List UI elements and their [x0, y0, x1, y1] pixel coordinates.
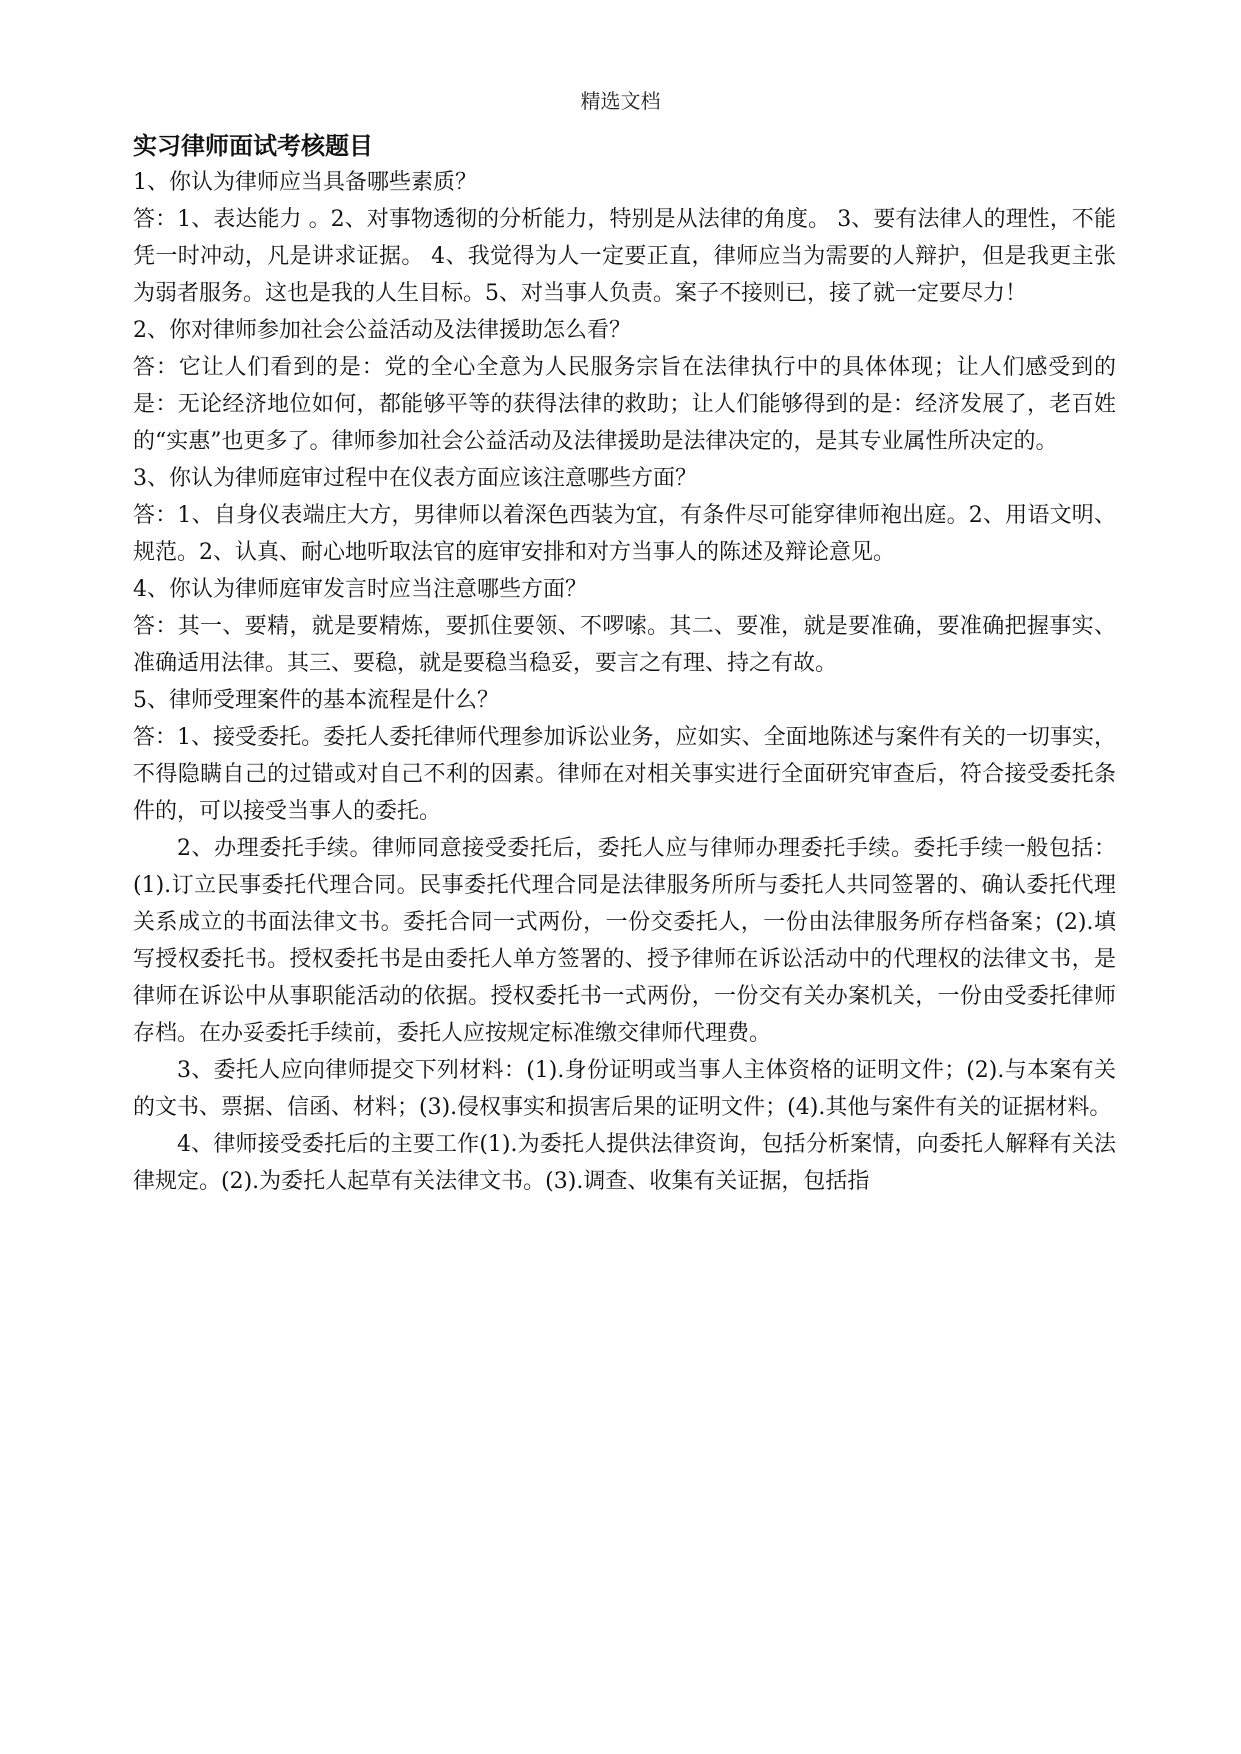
answer-3: 答：1、自身仪表端庄大方，男律师以着深色西装为宜，有条件尽可能穿律师袍出庭。2、用语文明、规范。2、认真、耐心地听取法官的庭审安排和对方当事人的陈述及辩论意见。: [133, 503, 1116, 565]
answer-5-step-1: 答：1、接受委托。委托人委托律师代理参加诉讼业务，应如实、全面地陈述与案件有关的一切事实，不得隐瞒自己的过错或对自己不利的因素。律师在对相关事实进行全面研究审查后，符合接受委托条件的，可以接受当事人的委托。: [133, 725, 1116, 824]
document-body: [133, 128, 1116, 1200]
answer-4: 答：其一、要精，就是要精炼，要抓住要领、不啰嗦。其二、要准，就是要准确，要准确把握事实、准确适用法律。其三、要稳，就是要稳当稳妥，要言之有理、持之有故。: [133, 614, 1116, 676]
answer-1: 答：1、表达能力 。2、对事物透彻的分析能力，特别是从法律的角度。 3、要有法律人的理性，不能凭一时冲动，凡是讲求证据。 4、我觉得为人一定要正直，律师应当为需要的人辩护，但是我更主张为弱者服务。这也是我的人生目标。5、对当事人负责。案子不接则已，接了就一定要尽力！: [133, 207, 1116, 306]
answer-5-step-2: 2、办理委托手续。律师同意接受委托后，委托人应与律师办理委托手续。委托手续一般包括：(1).订立民事委托代理合同。民事委托代理合同是法律服务所所与委托人共同签署的、确认委托代理关系成立的书面法律文书。委托合同一式两份，一份交委托人，一份由法律服务所存档备案；(2).填写授权委托书。授权委托书是由委托人单方签署的、授予律师在诉讼活动中的代理权的法律文书，是律师在诉讼中从事职能活动的依据。授权委托书一式两份，一份交有关办案机关，一份由受委托律师存档。在办妥委托手续前，委托人应按规定标准缴交律师代理费。: [133, 836, 1116, 1046]
question-5: 5、律师受理案件的基本流程是什么？: [133, 688, 499, 713]
question-4: 4、你认为律师庭审发言时应当注意哪些方面？: [133, 577, 587, 602]
answer-5-step-3: 3、委托人应向律师提交下列材料：(1).身份证明或当事人主体资格的证明文件；(2).与本案有关的文书、票据、信函、材料；(3).侵权事实和损害后果的证明文件；(4).其他与案件有关的证据材料。: [133, 1058, 1116, 1120]
answer-5-step-4: 4、律师接受委托后的主要工作(1).为委托人提供法律资询，包括分析案情，向委托人解释有关法律规定。(2).为委托人起草有关法律文书。(3).调查、收集有关证据，包括指: [133, 1132, 1116, 1194]
question-1: 1、你认为律师应当具备哪些素质？: [133, 170, 477, 195]
question-3: 3、你认为律师庭审过程中在仪表方面应该注意哪些方面？: [133, 466, 697, 491]
page-header: 精选文档: [580, 89, 661, 113]
document-title: 实习律师面试考核题目: [133, 132, 373, 160]
question-2: 2、你对律师参加社会公益活动及法律援助怎么看？: [133, 318, 631, 343]
answer-2: 答：它让人们看到的是：党的全心全意为人民服务宗旨在法律执行中的具体体现；让人们感受到的是：无论经济地位如何，都能够平等的获得法律的救助；让人们能够得到的是：经济发展了，老百姓的“实惠”也更多了。律师参加社会公益活动及法律援助是法律决定的，是其专业属性所决定的。: [133, 355, 1116, 454]
